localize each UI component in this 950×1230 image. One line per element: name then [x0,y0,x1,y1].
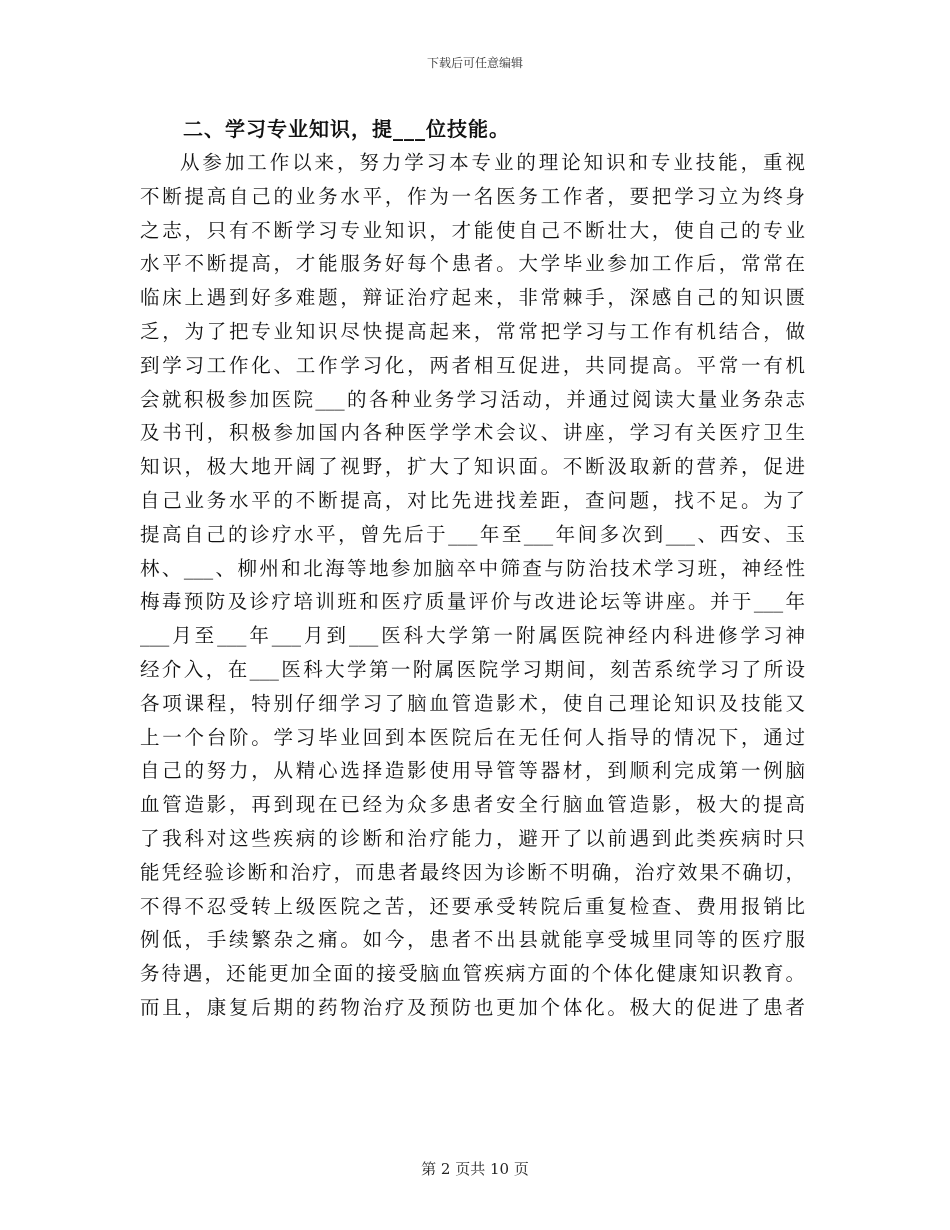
text-line: 能凭经验诊断和治疗，而患者最终因为诊断不明确，治疗效果不确切， [140,860,805,884]
text-line: 不断提高自己的业务水平，作为一名医务工作者，要把学习立为终身 [140,184,805,208]
text-line: 从参加工作以来，努力学习本专业的理论知识和专业技能，重视 [180,151,805,174]
text-line: 水平不断提高，才能服务好每个患者。大学毕业参加工作后，常常在 [140,252,805,276]
text-line: 林、___、柳州和北海等地参加脑卒中筛查与防治技术学习班，神经性 [140,556,805,580]
text-line: 例低，手续繁杂之痛。如今，患者不出县就能享受城里同等的医疗服 [140,928,805,952]
text-line: 经介入，在___医科大学第一附属医院学习期间，刻苦系统学习了所设 [140,657,805,681]
text-line: 提高自己的诊疗水平，曾先后于___年至___年间多次到___、西安、玉 [140,522,805,546]
page-header: 下载后可任意编辑 [426,56,523,70]
text-line: 血管造影，再到现在已经为众多患者安全行脑血管造影，极大的提高 [140,793,805,817]
text-line: 乏，为了把专业知识尽快提高起来，常常把学习与工作有机结合，做 [140,319,805,343]
section-heading: 二、学习专业知识，提___位技能。 [183,117,510,141]
text-line: 自己的努力，从精心选择造影使用导管等器材，到顺利完成第一例脑 [140,759,805,783]
text-line: 到学习工作化、工作学习化，两者相互促进，共同提高。平常一有机 [140,353,805,377]
text-line: 各项课程，特别仔细学习了脑血管造影术，使自己理论知识及技能又 [140,691,805,715]
text-line: 不得不忍受转上级医院之苦，还要承受转院后重复检查、费用报销比 [140,894,805,918]
text-line: 上一个台阶。学习毕业回到本医院后在无任何人指导的情况下，通过 [140,725,805,749]
text-line: 梅毒预防及诊疗培训班和医疗质量评价与改进论坛等讲座。并于___年 [140,590,805,614]
page-footer: 第 2 页共 10 页 [421,1160,529,1178]
text-line: 及书刊，积极参加国内各种医学学术会议、讲座，学习有关医疗卫生 [140,421,805,445]
text-line: 之志，只有不断学习专业知识，才能使自己不断壮大，使自己的专业 [140,218,805,242]
text-line: 知识，极大地开阔了视野，扩大了知识面。不断汲取新的营养，促进 [140,455,805,479]
text-line: 会就积极参加医院___的各种业务学习活动，并通过阅读大量业务杂志 [140,387,805,411]
text-line: ___月至___年___月到___医科大学第一附属医院神经内科进修学习神 [140,624,805,648]
text-line: 而且，康复后期的药物治疗及预防也更加个体化。极大的促进了患者 [140,995,805,1019]
text-line: 自己业务水平的不断提高，对比先进找差距，查问题，找不足。为了 [140,488,805,512]
text-line: 临床上遇到好多难题，辩证治疗起来，非常棘手，深感自己的知识匮 [140,286,805,310]
text-line: 务待遇，还能更加全面的接受脑血管疾病方面的个体化健康知识教育。 [140,962,805,986]
body-paragraph [140,146,805,1025]
text-line: 了我科对这些疾病的诊断和治疗能力，避开了以前遇到此类疾病时只 [140,826,805,850]
